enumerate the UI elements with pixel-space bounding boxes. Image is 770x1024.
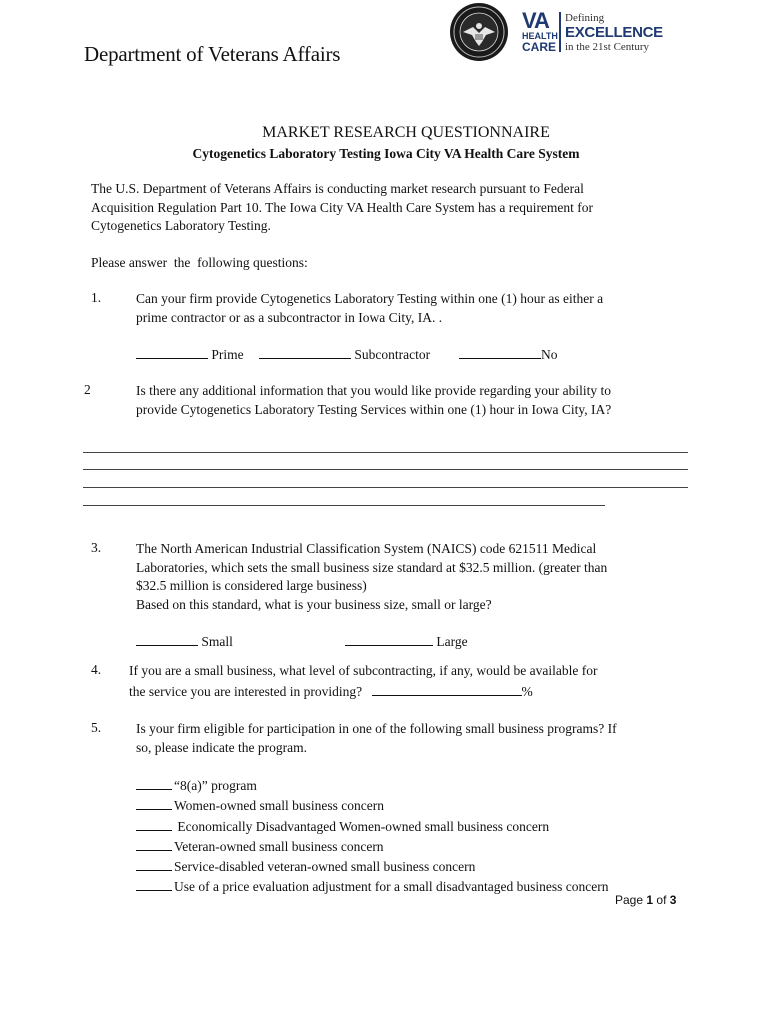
question-4-text <box>129 662 689 701</box>
program-blank[interactable] <box>136 795 172 810</box>
question-line: Laboratories, which sets the small business size standard at $32.5 million. (greater than <box>136 559 608 575</box>
question-line: the service you are interested in providing? <box>129 683 363 699</box>
logo-va-text: VA <box>522 8 549 33</box>
question-line: Is your firm eligible for participation in one of the following small business programs? If <box>136 721 617 736</box>
question-line: provide Cytogenetics Laboratory Testing Services within one (1) hour in Iowa City, IA? <box>136 401 612 417</box>
program-blank[interactable] <box>136 876 172 891</box>
va-seal-icon <box>449 2 509 62</box>
question-number: 1. <box>91 290 102 305</box>
large-label: Large <box>436 634 468 649</box>
question-number: 2 <box>84 382 91 397</box>
small-blank[interactable] <box>136 631 198 646</box>
answer-line[interactable] <box>83 487 688 488</box>
no-label: No <box>541 347 558 362</box>
percent-sign: % <box>521 683 533 699</box>
prime-option <box>136 344 244 363</box>
program-blank[interactable] <box>136 836 172 851</box>
question-5-text <box>136 720 696 757</box>
question-number: 4. <box>91 662 102 677</box>
page-number <box>615 893 676 907</box>
program-list <box>136 775 609 897</box>
question-1-text <box>136 290 681 327</box>
program-label: Service-disabled veteran-owned small business concern <box>174 859 476 875</box>
large-option <box>345 631 468 650</box>
question-line: so, please indicate the program. <box>136 739 307 755</box>
answer-line[interactable] <box>83 452 688 453</box>
question-2-text <box>136 382 696 419</box>
subcontractor-label: Subcontractor <box>354 347 431 362</box>
logo-century-text: in the 21st Century <box>565 41 650 53</box>
intro-line: Cytogenetics Laboratory Testing. <box>91 218 271 233</box>
intro-paragraph <box>91 180 671 236</box>
of-word: of <box>656 893 667 907</box>
program-label: “8(a)” program <box>174 778 257 793</box>
no-option <box>459 344 558 363</box>
logo-defining-text: Defining <box>565 12 605 24</box>
program-item <box>136 795 609 815</box>
subcontractor-blank[interactable] <box>259 344 351 359</box>
no-blank[interactable] <box>459 344 541 359</box>
question-3-text <box>136 540 696 614</box>
subcontracting-percent-blank[interactable] <box>372 681 522 696</box>
question-line: $32.5 million is considered large business) <box>136 578 367 593</box>
program-label: Economically Disadvantaged Women-owned small business concern <box>174 818 550 834</box>
logo-care-text: CARE <box>522 40 557 54</box>
program-label: Women-owned small business concern <box>174 798 384 814</box>
small-label: Small <box>201 634 233 649</box>
document-subtitle: Cytogenetics Laboratory Testing Iowa City VA Health Care System <box>192 146 580 161</box>
question-line: Is there any additional information that you would like provide regarding your ability to <box>136 383 612 398</box>
prime-label: Prime <box>211 347 244 362</box>
instructions-text: Please answer the following questions: <box>91 255 308 270</box>
question-line: Based on this standard, what is your business size, small or large? <box>136 596 492 612</box>
program-label: Veteran-owned small business concern <box>174 838 384 854</box>
program-item <box>136 856 609 876</box>
program-label: Use of a price evaluation adjustment for a small disadvantaged business concern <box>174 879 609 895</box>
question-line-with-blank <box>129 681 689 702</box>
large-blank[interactable] <box>345 631 433 646</box>
prime-blank[interactable] <box>136 344 208 359</box>
department-heading: Department of Veterans Affairs <box>84 42 341 66</box>
intro-line: The U.S. Department of Veterans Affairs is conducting market research pursuant to Federal <box>91 181 584 196</box>
page-current: 1 <box>646 893 654 907</box>
answer-line[interactable] <box>83 469 688 470</box>
program-item <box>136 816 609 836</box>
question-line: The North American Industrial Classification System (NAICS) code 621511 Medical <box>136 541 597 556</box>
question-line: prime contractor or as a subcontractor in Iowa City, IA. . <box>136 309 443 325</box>
page-word: Page <box>615 893 644 907</box>
question-number: 3. <box>91 540 102 555</box>
logo-divider <box>559 12 561 52</box>
document-title: MARKET RESEARCH QUESTIONNAIRE <box>262 124 550 141</box>
program-blank[interactable] <box>136 816 172 831</box>
question-number: 5. <box>91 720 102 735</box>
question-line: Can your firm provide Cytogenetics Laboratory Testing within one (1) hour as either a <box>136 291 604 306</box>
program-item <box>136 836 609 856</box>
logo-health-text: HEALTH <box>522 31 558 41</box>
program-blank[interactable] <box>136 856 172 871</box>
program-blank[interactable] <box>136 775 172 790</box>
page-total: 3 <box>669 893 677 907</box>
program-item <box>136 775 609 795</box>
small-option <box>136 631 233 650</box>
intro-line: Acquisition Regulation Part 10. The Iowa City VA Health Care System has a requirement for <box>91 199 594 215</box>
logo-excellence-text: EXCELLENCE <box>565 24 663 41</box>
program-item <box>136 876 609 896</box>
subcontractor-option <box>259 344 430 363</box>
question-line: If you are a small business, what level of subcontracting, if any, would be available for <box>129 663 598 678</box>
answer-line[interactable] <box>83 505 605 506</box>
va-health-care-logo <box>522 10 662 56</box>
